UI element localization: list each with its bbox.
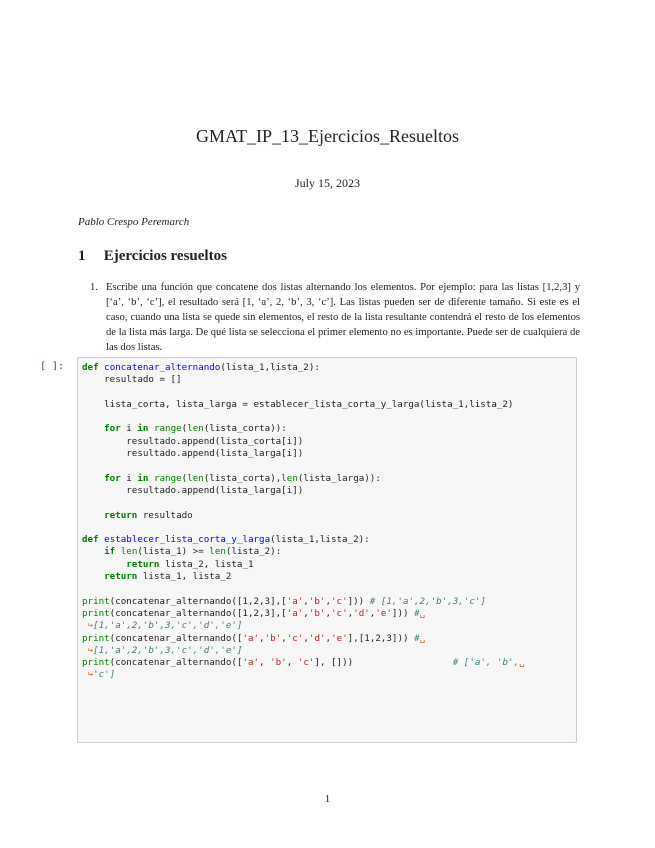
document-title: GMAT_IP_13_Ejercicios_Resueltos (196, 126, 459, 146)
code-cell[interactable] (77, 357, 577, 743)
document-author: Pablo Crespo Peremarch (78, 216, 190, 228)
exercise-number: 1. (90, 282, 98, 293)
exercise-item (90, 280, 580, 355)
document-date: July 15, 2023 (294, 176, 360, 190)
section-heading (78, 248, 227, 265)
section-number: 1 (78, 248, 86, 264)
section-title: Ejercicios resueltos (103, 248, 227, 264)
exercise-text: Escribe una función que concatene dos listas alternando los elementos. Por ejemplo: para las listas [1,2,3] y [‘a’, ‘b’, ‘c’], el resultado será [1, ‘a’, 2, ‘b’, 3, ‘c’]. Las listas pueden ser de diferente tamaño. Si este es el caso, cuando una lista se quede sin elementos, el resto de la lista resultante contendrá el resto de los elementos de la lista más larga. De qué lista se selecciona el primer elemento no es importante. Puede ser de cualquiera de las dos listas. (106, 282, 580, 353)
code-block: def concatenar_alternando(lista_1,lista_2): resultado = [] lista_corta, lista_larga = establecer_lista_corta_y_larga(lista_1,lista_2) for i in range(len(lista_corta)): resultado.append(lista_corta[i]) resultado.append(lista_larga[i]) for i in range(len(lista_corta),len(lista_larga)): resultado.append(lista_larga[i]) return resultado def establecer_lista_corta_y_larga(lista_1,lista_2): if len(lista_1) >= len(lista_2): return lista_2, lista_1 return lista_1, lista_2 print(concatenar_alternando([1,2,3],['a','b','c'])) # [1,'a',2,'b',3,'c'] print(concatenar_alternando([1,2,3],['a','b','c','d','e'])) #␣ ↪[1,'a',2,'b',3,'c','d','e'] print(concatenar_alternando(['a','b','c','d','e'],[1,2,3])) #␣ ↪[1,'a',2,'b',3,'c','d','e'] print(concatenar_alternando(['a', 'b', 'c'], [])) # ['a', 'b',␣ ↪'c'] (82, 362, 525, 681)
page-number: 1 (324, 793, 331, 805)
cell-prompt: [ ]: (40, 361, 65, 372)
